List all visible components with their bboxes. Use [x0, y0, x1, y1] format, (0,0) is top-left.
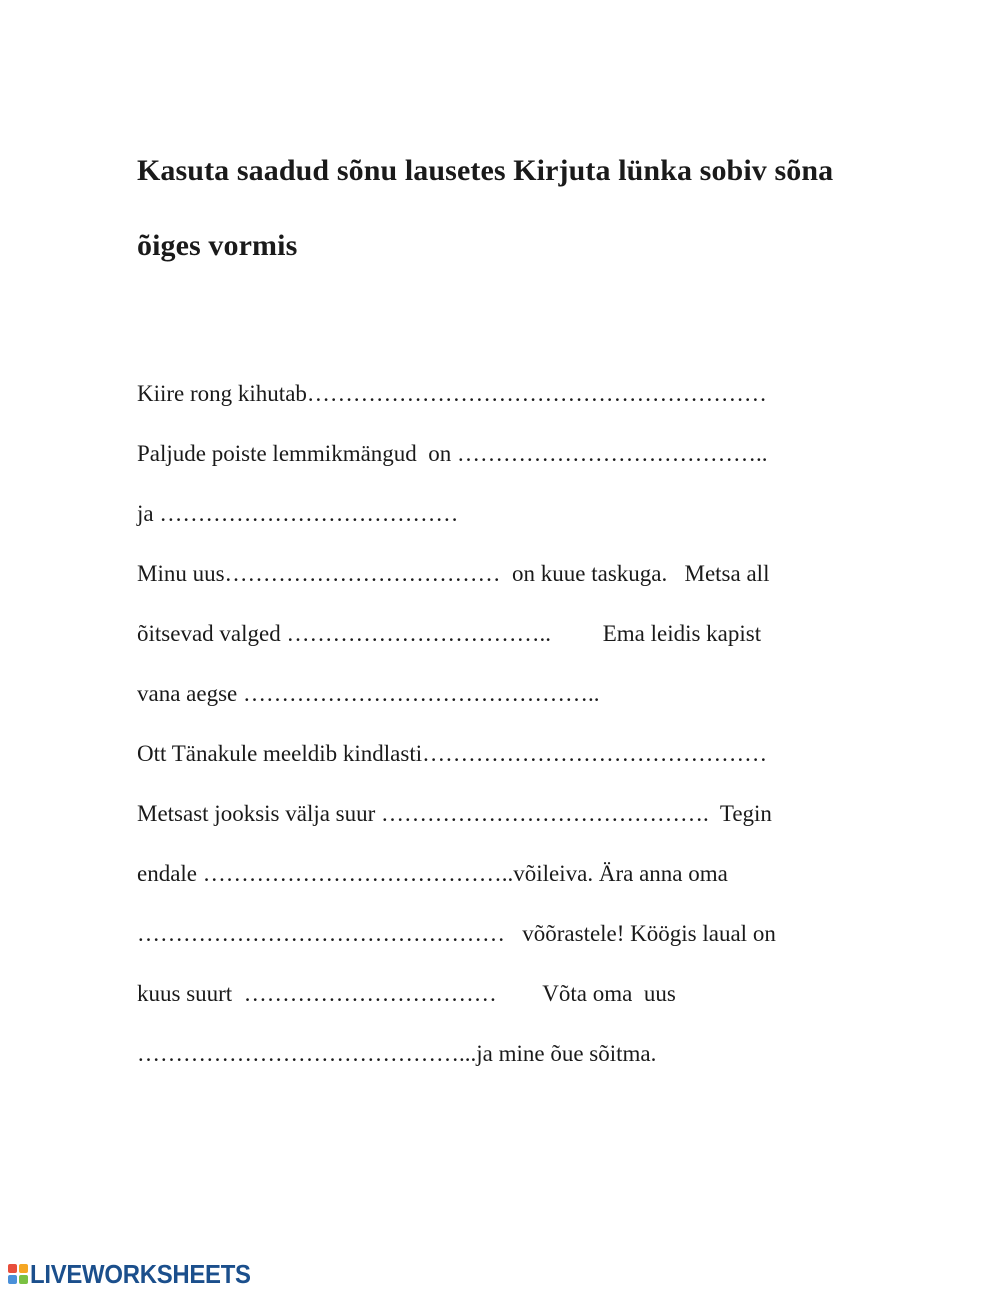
logo-tile-2: [19, 1264, 28, 1273]
text-line-8: Metsast jooksis välja suur ……………………………………. Tegin: [137, 801, 772, 826]
text-line-11: kuus suurt …………………………… Võta oma uus: [137, 981, 676, 1006]
worksheet-title-line-2: õiges vormis: [137, 229, 298, 262]
text-line-12: ……………………………………...ja mine õue sõitma.: [137, 1041, 657, 1066]
worksheet-title-line-1: Kasuta saadud sõnu lausetes Kirjuta lünka sobiv sõna: [137, 154, 834, 187]
text-line-1: Kiire rong kihutab……………………………………………………: [137, 381, 767, 406]
text-line-6: vana aegse ………………………………………..: [137, 681, 600, 706]
text-line-4: Minu uus……………………………… on kuue taskuga. Metsa all: [137, 561, 770, 586]
text-line-5: õitsevad valged …………………………….. Ema leidis kapist: [137, 621, 762, 646]
text-line-7: Ott Tänakule meeldib kindlasti………………………………………: [137, 741, 768, 766]
logo-tile-1: [8, 1264, 17, 1273]
text-line-3: ja …………………………………: [137, 501, 459, 526]
logo-tile-4: [19, 1275, 28, 1284]
text-line-9: endale …………………………………..võileiva. Ära anna oma: [137, 861, 728, 886]
text-line-10: ………………………………………… võõrastele! Köögis laual on: [137, 921, 776, 946]
logo-tiles-icon: [8, 1264, 28, 1284]
liveworksheets-logo[interactable]: [8, 1258, 270, 1290]
logo-text: LIVEWORKSHEETS: [30, 1259, 251, 1289]
logo-tile-3: [8, 1275, 17, 1284]
text-line-2: Paljude poiste lemmikmängud on …………………………………..: [137, 441, 768, 466]
